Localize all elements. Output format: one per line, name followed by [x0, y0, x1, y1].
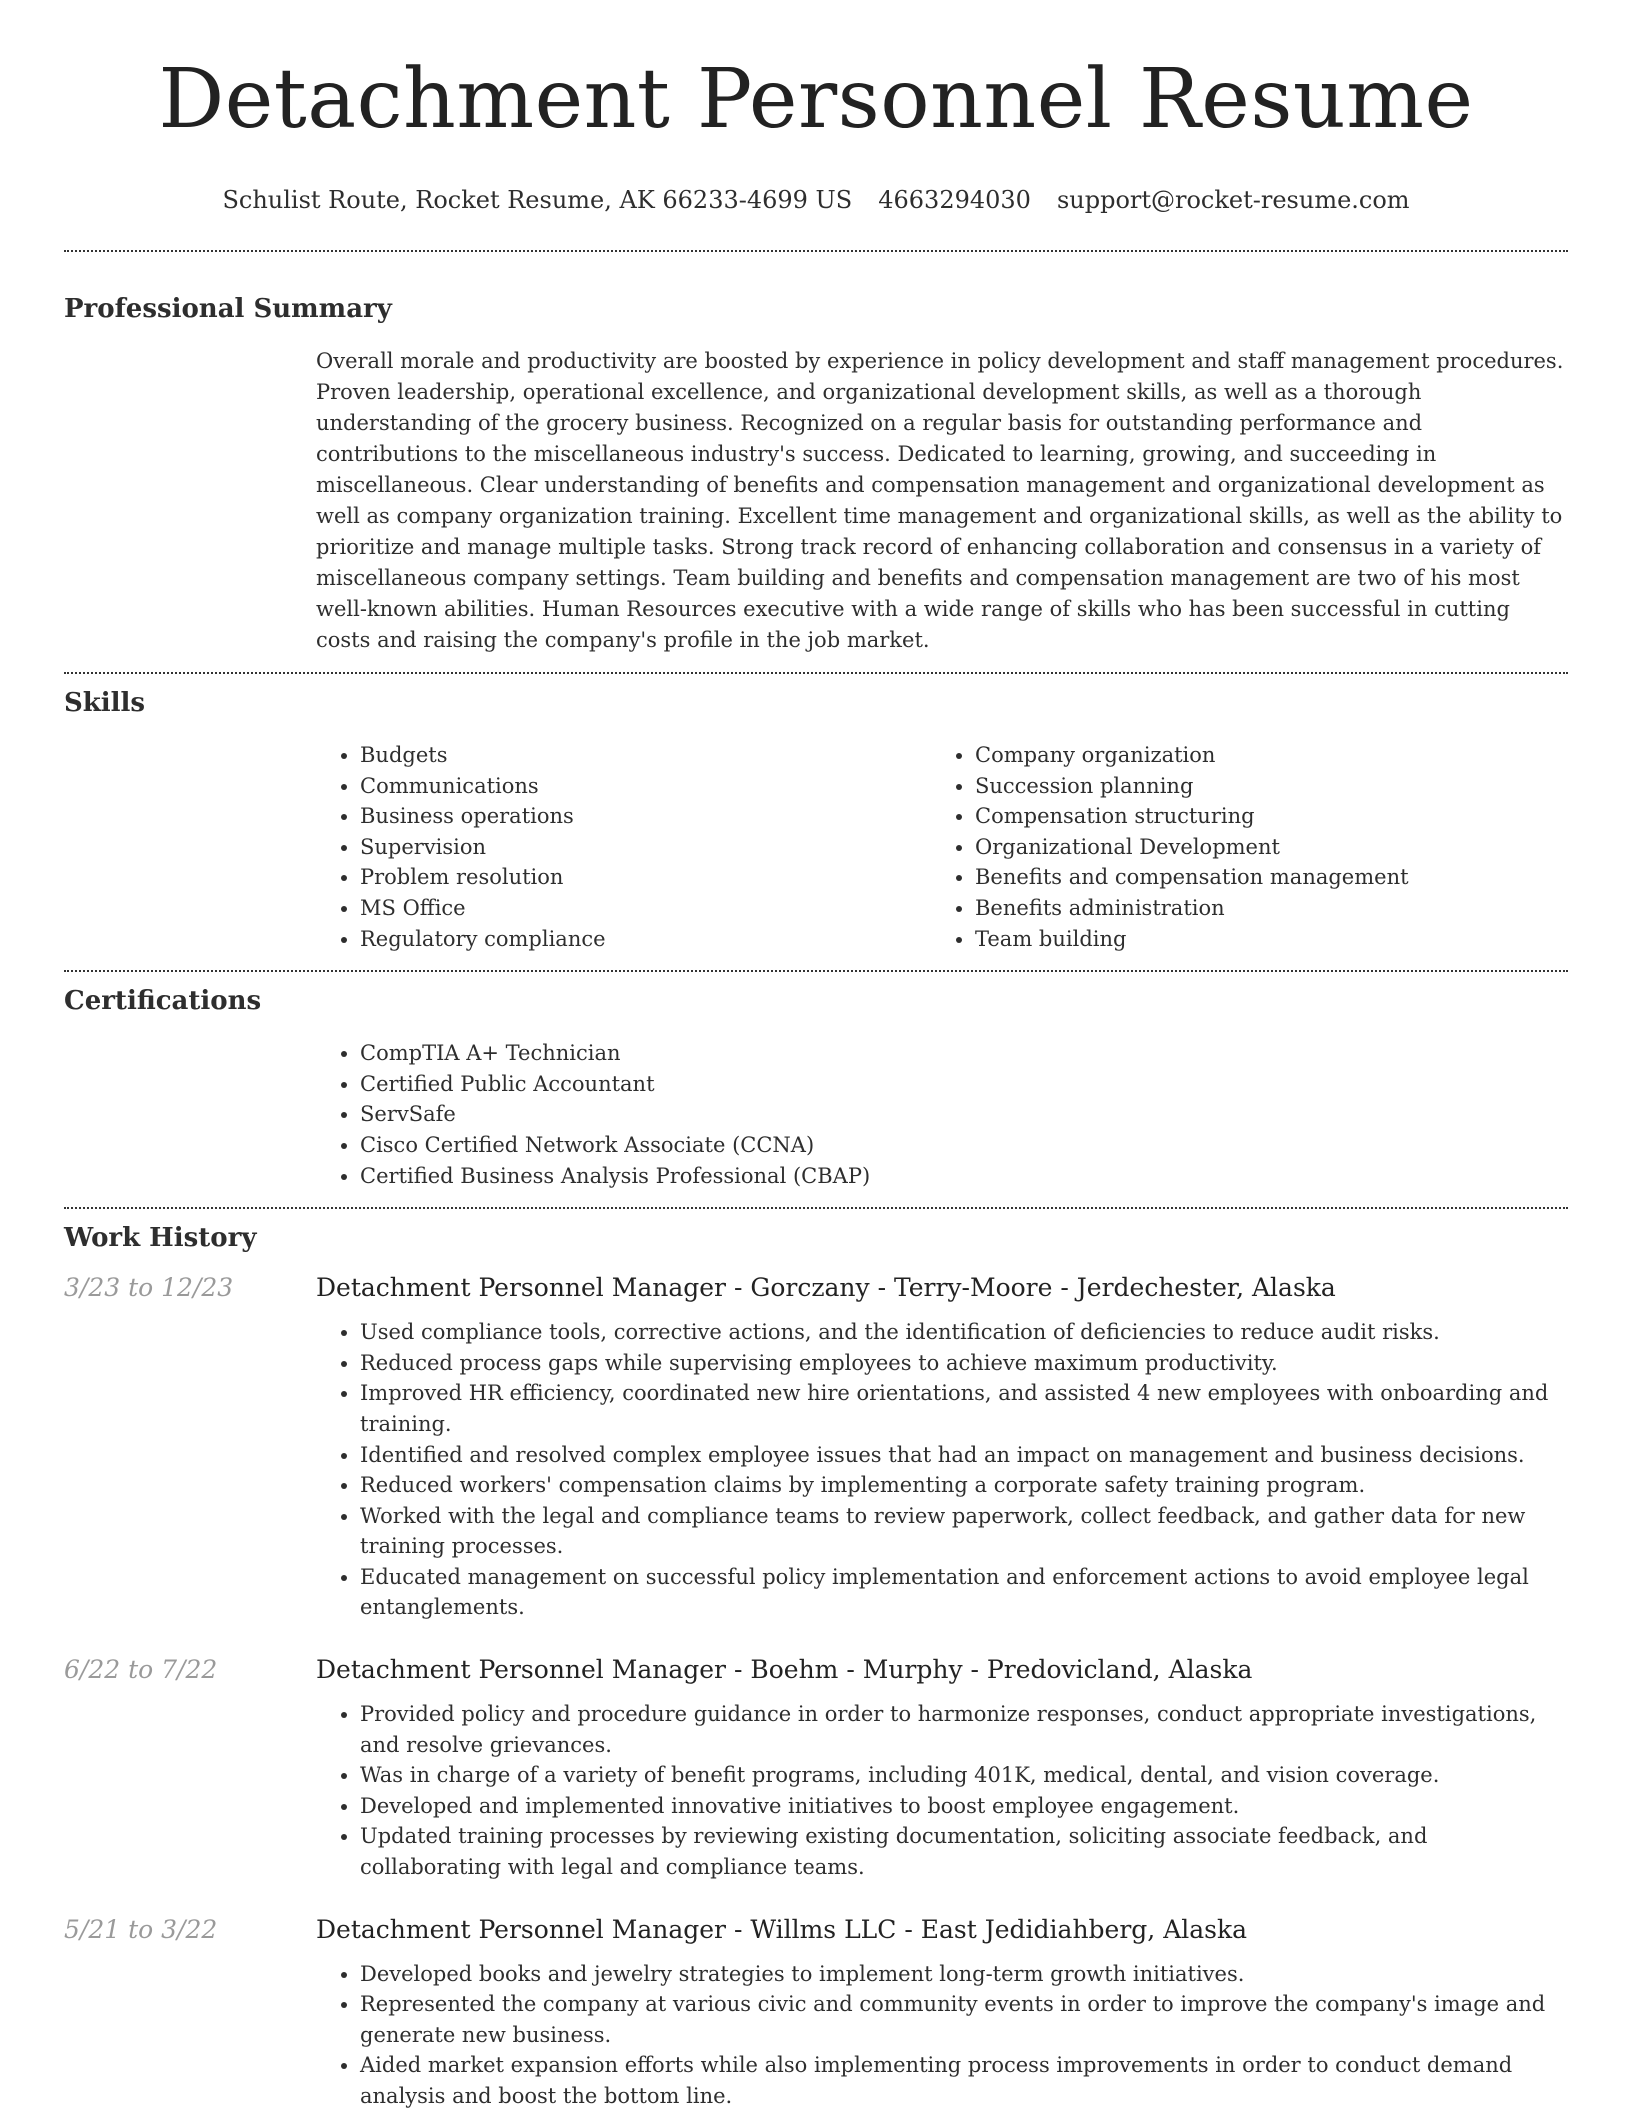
skill-item: • Supervision	[360, 832, 931, 863]
skill-item: • Compensation structuring	[975, 801, 1546, 832]
job-bullets	[316, 1959, 1568, 2112]
skills-grid	[316, 740, 1568, 954]
summary-text: Overall morale and productivity are boosted by experience in policy development and staff management procedures. Proven leadership, operational excellence, and organizational development skills, as well as a thorough understanding of the grocery business. Recognized on a regular basis for outstanding performance and contributions to the miscellaneous industry's success. Dedicated to learning, growing, and succeeding in miscellaneous. Clear understanding of benefits and compensation management and organizational development as well as company organization training. Excellent time management and organizational skills, as well as the ability to prioritize and manage multiple tasks. Strong track record of enhancing collaboration and consensus in a variety of miscellaneous company settings. Team building and benefits and compensation management are two of his most well-known abilities. Human Resources executive with a wide range of skills who has been successful in cutting costs and raising the company's profile in the job market.	[316, 349, 1564, 652]
job-bullets	[316, 1699, 1568, 1883]
section-divider	[64, 250, 1568, 252]
skill-item: • Benefits and compensation management	[975, 862, 1546, 893]
job-bullet: • Reduced process gaps while supervising employees to achieve maximum productivity.	[360, 1348, 1568, 1379]
skill-item: • Benefits administration	[975, 893, 1546, 924]
job-bullet: • Developed books and jewelry strategies to implement long-term growth initiatives.	[360, 1959, 1568, 1990]
job-dates: 3/23 to 12/23	[64, 1273, 234, 1303]
job-bullet: • Identified and resolved complex employee issues that had an impact on management and business decisions.	[360, 1440, 1568, 1471]
skill-item: • MS Office	[360, 893, 931, 924]
contact-line	[64, 184, 1568, 216]
section-divider	[64, 970, 1568, 972]
resume-title: Detachment Personnel Resume	[158, 52, 1474, 147]
certification-item: • Certified Business Analysis Professional (CBAP)	[360, 1161, 1568, 1192]
section-title-summary: Professional Summary	[64, 294, 392, 324]
contact-email: support@rocket-resume.com	[1056, 186, 1410, 214]
skill-item: • Regulatory compliance	[360, 924, 931, 955]
job-bullet: • Provided policy and procedure guidance in order to harmonize responses, conduct appropriate investigations, and resolve grievances.	[360, 1699, 1568, 1760]
skill-item: • Organizational Development	[975, 832, 1546, 863]
skill-item: • Succession planning	[975, 771, 1546, 802]
section-divider	[64, 672, 1568, 674]
skills-column-right	[931, 740, 1546, 954]
job-bullet: • Updated training processes by reviewing existing documentation, soliciting associate feedback, and collaborating with legal and compliance teams.	[360, 1821, 1568, 1882]
job-bullet: • Was in charge of a variety of benefit programs, including 401K, medical, dental, and vision coverage.	[360, 1760, 1568, 1791]
job-bullet: • Developed and implemented innovative initiatives to boost employee engagement.	[360, 1791, 1568, 1822]
certification-item: • CompTIA A+ Technician	[360, 1038, 1568, 1069]
certification-item: • Certified Public Accountant	[360, 1069, 1568, 1100]
job-title: Detachment Personnel Manager - Willms LLC - East Jedidiahberg, Alaska	[316, 1914, 1248, 1944]
job-details	[316, 1913, 1568, 2112]
job-entry	[64, 1913, 1568, 2112]
contact-phone: 4663294030	[878, 186, 1031, 214]
job-title: Detachment Personnel Manager - Gorczany - Terry-Moore - Jerdechester, Alaska	[316, 1273, 1336, 1303]
job-dates: 5/21 to 3/22	[64, 1914, 218, 1944]
certification-item: • Cisco Certified Network Associate (CCNA)	[360, 1130, 1568, 1161]
skill-item: • Team building	[975, 924, 1546, 955]
job-dates: 6/22 to 7/22	[64, 1655, 218, 1685]
job-bullet: • Educated management on successful policy implementation and enforcement actions to avoid employee legal entanglements.	[360, 1562, 1568, 1623]
job-entry	[64, 1271, 1568, 1623]
job-title: Detachment Personnel Manager - Boehm - Murphy - Predovicland, Alaska	[316, 1655, 1253, 1685]
job-details	[316, 1271, 1568, 1623]
job-bullet: • Reduced workers' compensation claims by implementing a corporate safety training program.	[360, 1470, 1568, 1501]
contact-address: Schulist Route, Rocket Resume, AK 66233-4699 US	[222, 186, 853, 214]
section-divider	[64, 1207, 1568, 1209]
job-details	[316, 1653, 1568, 1883]
job-bullet: • Represented the company at various civic and community events in order to improve the company's image and generate new business.	[360, 1989, 1568, 2050]
job-bullet: • Used compliance tools, corrective actions, and the identification of deficiencies to reduce audit risks.	[360, 1317, 1568, 1348]
skills-list-left	[316, 740, 931, 954]
section-title-certifications: Certifications	[64, 986, 262, 1017]
skills-column-left	[316, 740, 931, 954]
section-title-skills: Skills	[64, 688, 146, 718]
section-title-work-history: Work History	[64, 1223, 257, 1254]
job-entry	[64, 1653, 1568, 1883]
skill-item: • Problem resolution	[360, 862, 931, 893]
skill-item: • Business operations	[360, 801, 931, 832]
certifications-block	[316, 1038, 1568, 1191]
certifications-list	[316, 1038, 1568, 1191]
skills-list-right	[931, 740, 1546, 954]
job-bullet: • Improved HR efficiency, coordinated new hire orientations, and assisted 4 new employees with onboarding and training.	[360, 1378, 1568, 1439]
job-bullets	[316, 1317, 1568, 1623]
certification-item: • ServSafe	[360, 1099, 1568, 1130]
job-bullet: • Aided market expansion efforts while also implementing process improvements in order to conduct demand analysis and boost the bottom line.	[360, 2050, 1568, 2111]
job-bullet: • Worked with the legal and compliance teams to review paperwork, collect feedback, and gather data for new training processes.	[360, 1501, 1568, 1562]
skill-item: • Company organization	[975, 740, 1546, 771]
skill-item: • Communications	[360, 771, 931, 802]
skill-item: • Budgets	[360, 740, 931, 771]
